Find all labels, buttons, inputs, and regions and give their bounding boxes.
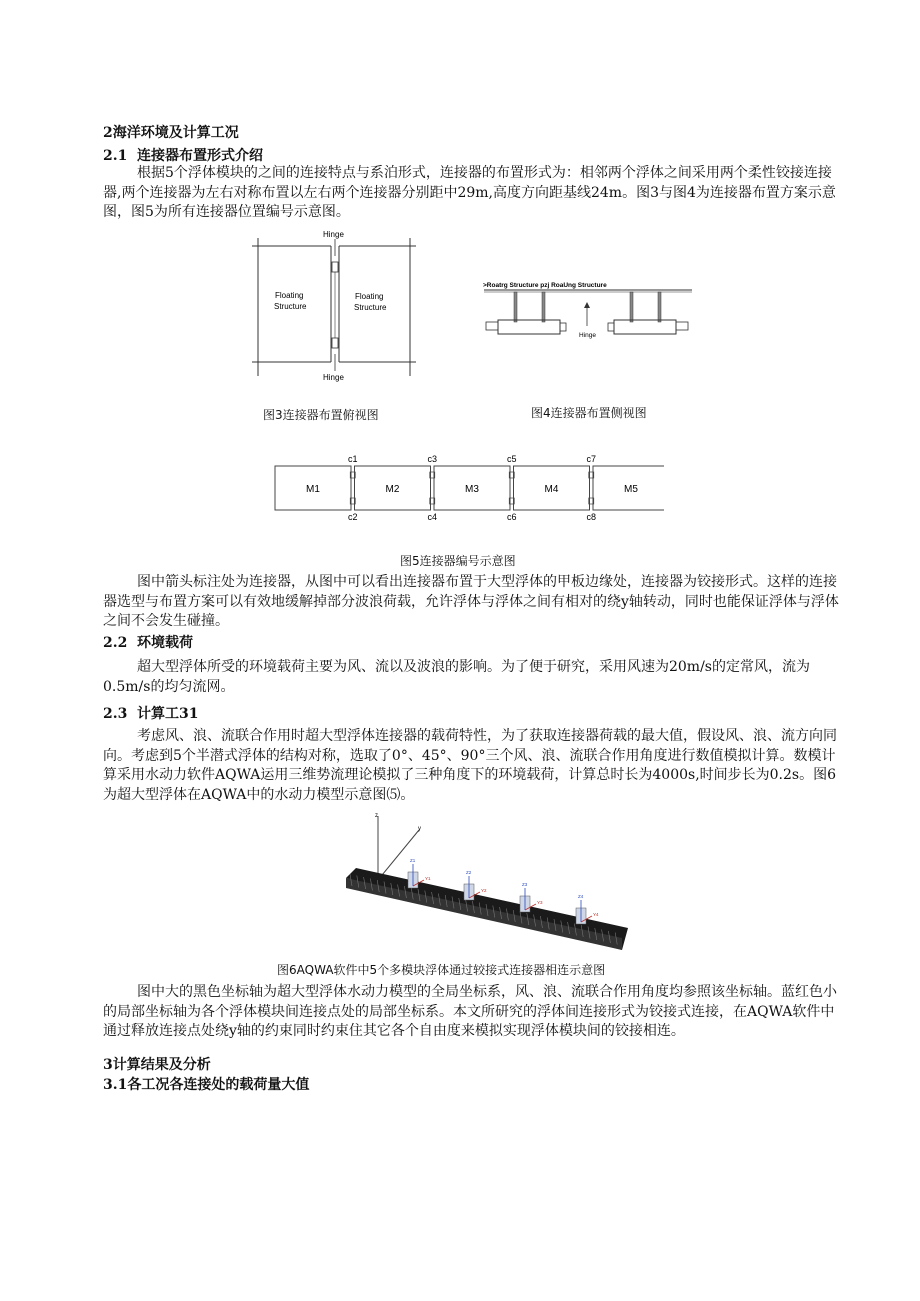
fig3-hinge-upper: [332, 262, 338, 272]
fig6-local-label: Z2: [466, 870, 472, 875]
figure-6-aqwa-model: [338, 808, 628, 958]
section-title: 连接器布置形式介绍: [137, 148, 263, 164]
fig3-hinge-bottom: Hinge: [323, 373, 344, 382]
fig5-module-label: M5: [624, 484, 638, 495]
fig4-left-pontoon: [498, 320, 560, 334]
fig5-module-label: M2: [385, 484, 400, 495]
paragraph-text: 图中箭头标注处为连接器，从图中可以看出连接器布置于大型浮体的甲板边缘处，连接器为铰接形式。这样的连接器选型与布置方案可以有效地缓解掉部分波浪荷载，允许浮体与浮体之间有相对的绕y轴转动，同时也能保证浮体与浮体之间不会发生碰撞。: [103, 574, 839, 629]
paragraph-text: 考虑风、浪、流联合作用时超大型浮体连接器的载荷特性，为了获取连接器荷载的最大值，假设风、浪、流方向同向。考虑到5个半潜式浮体的结构对称，选取了0°、45°、90°三个风、浪、流联合作用角度进行数值模拟计算。数模计算采用水动力软件AQWA运用三维势流理论模拟了三种角度下的环境载荷，计算总时长为4000s,时间步长为0.2s。图6为超大型浮体在AQWA中的水动力模型示意图⑸。: [103, 728, 837, 803]
section-2-3-heading: [103, 705, 198, 723]
figure-5-connector-numbering: [272, 452, 664, 524]
section-title: 计算工31: [137, 706, 199, 722]
paragraph-text: 图中大的黑色坐标轴为超大型浮体水动力模型的全局坐标系，风、浪、流联合作用角度均参照该坐标轴。蓝红色小的局部坐标轴为各个浮体模块间连接点处的局部坐标系。本文所研究的浮体间连接形式为铰接式连接，在AQWA软件中通过释放连接点处绕y轴的约束同时约束住其它各个自由度来模拟实现浮体模块间的铰接相连。: [103, 984, 837, 1039]
figure-3-top-view: [248, 226, 420, 386]
paragraph-connector-layout: [103, 164, 843, 223]
fig3-left-label-2: Structure: [274, 302, 307, 311]
fig5-connector-label-bottom: c8: [586, 512, 597, 522]
fig5-module-label: M3: [465, 484, 479, 495]
figure-4-side-view: [482, 276, 696, 342]
section-3-1-heading: 3.1各工况各连接处的载荷量大值: [103, 1077, 310, 1093]
fig4-right-pontoon: [614, 320, 676, 334]
section-2-heading: 2海洋环境及计算工况: [103, 125, 239, 141]
fig6-local-label: Z1: [410, 858, 416, 863]
fig4-top-label: >Roatrg Structure pzj RoaUng Structure: [483, 282, 607, 289]
fig6-local-label: Y2: [481, 888, 487, 893]
paragraph-environment-loads: [103, 658, 843, 697]
figure-3-caption: 图3连接器布置俯视图: [263, 408, 379, 422]
section-number: 2.2: [103, 635, 128, 651]
fig4-hinge-label: Hinge: [579, 332, 596, 339]
paragraph-connector-explanation: [103, 573, 843, 632]
fig6-local-label: Y1: [425, 876, 431, 881]
paragraph-coordinate-systems: [103, 983, 843, 1042]
fig6-local-label: Y4: [593, 912, 599, 917]
fig6-axis-y: y: [418, 826, 421, 832]
section-number: 2.1: [103, 148, 128, 164]
section-2-1-heading: [103, 147, 263, 165]
paragraph-text: 超大型浮体所受的环境载荷主要为风、流以及波浪的影响。为了便于研究，采用风速为20m/s的定常风，流为0.5m/s的均匀流网。: [103, 659, 810, 695]
fig5-connector-label-top: c3: [427, 454, 438, 464]
figure-4-caption: 图4连接器布置侧视图: [531, 406, 647, 420]
section-number: 2.3: [103, 706, 128, 722]
fig5-connector-label-top: c1: [347, 454, 358, 464]
fig5-module-label: M1: [306, 484, 320, 495]
fig5-connector-label-bottom: c6: [506, 512, 517, 522]
fig3-right-label: Floating: [355, 292, 384, 301]
section-2-2-heading: [103, 634, 193, 652]
fig3-hinge-lower: [332, 338, 338, 348]
fig5-connector-label-top: c7: [586, 454, 597, 464]
figure-5-caption: 图5连接器编号示意图: [400, 554, 516, 568]
fig3-hinge-top: Hinge: [323, 230, 344, 239]
paragraph-text: 根据5个浮体模块的之间的连接特点与系泊形式，连接器的布置形式为：相邻两个浮体之间采用两个柔性铰接连接器,两个连接器为左右对称布置以左右两个连接器分别距中29m,高度方向距基线24m。图3与图4为连接器布置方案示意图，图5为所有连接器位置编号示意图。: [103, 165, 836, 220]
fig6-local-label: Z3: [522, 882, 528, 887]
fig6-local-label: Z4: [578, 894, 584, 899]
fig3-left-label: Floating: [275, 291, 304, 300]
fig5-connector-label-bottom: c2: [347, 512, 358, 522]
fig6-axis-z: z: [375, 813, 378, 819]
fig5-connector-label-bottom: c4: [427, 512, 438, 522]
fig5-connector-label-top: c5: [506, 454, 517, 464]
fig6-global-axis: [375, 813, 421, 880]
fig6-local-label: Y3: [537, 900, 543, 905]
fig5-module-label: M4: [544, 484, 559, 495]
section-title: 环境载荷: [137, 635, 193, 651]
fig3-right-label-2: Structure: [354, 303, 387, 312]
figure-6-caption: 图6AQWA软件中5个多模块浮体通过较接式连接器相连示意图: [277, 963, 606, 977]
paragraph-calculation-cases: [103, 727, 843, 805]
section-3-heading: 3计算结果及分析: [103, 1057, 211, 1073]
